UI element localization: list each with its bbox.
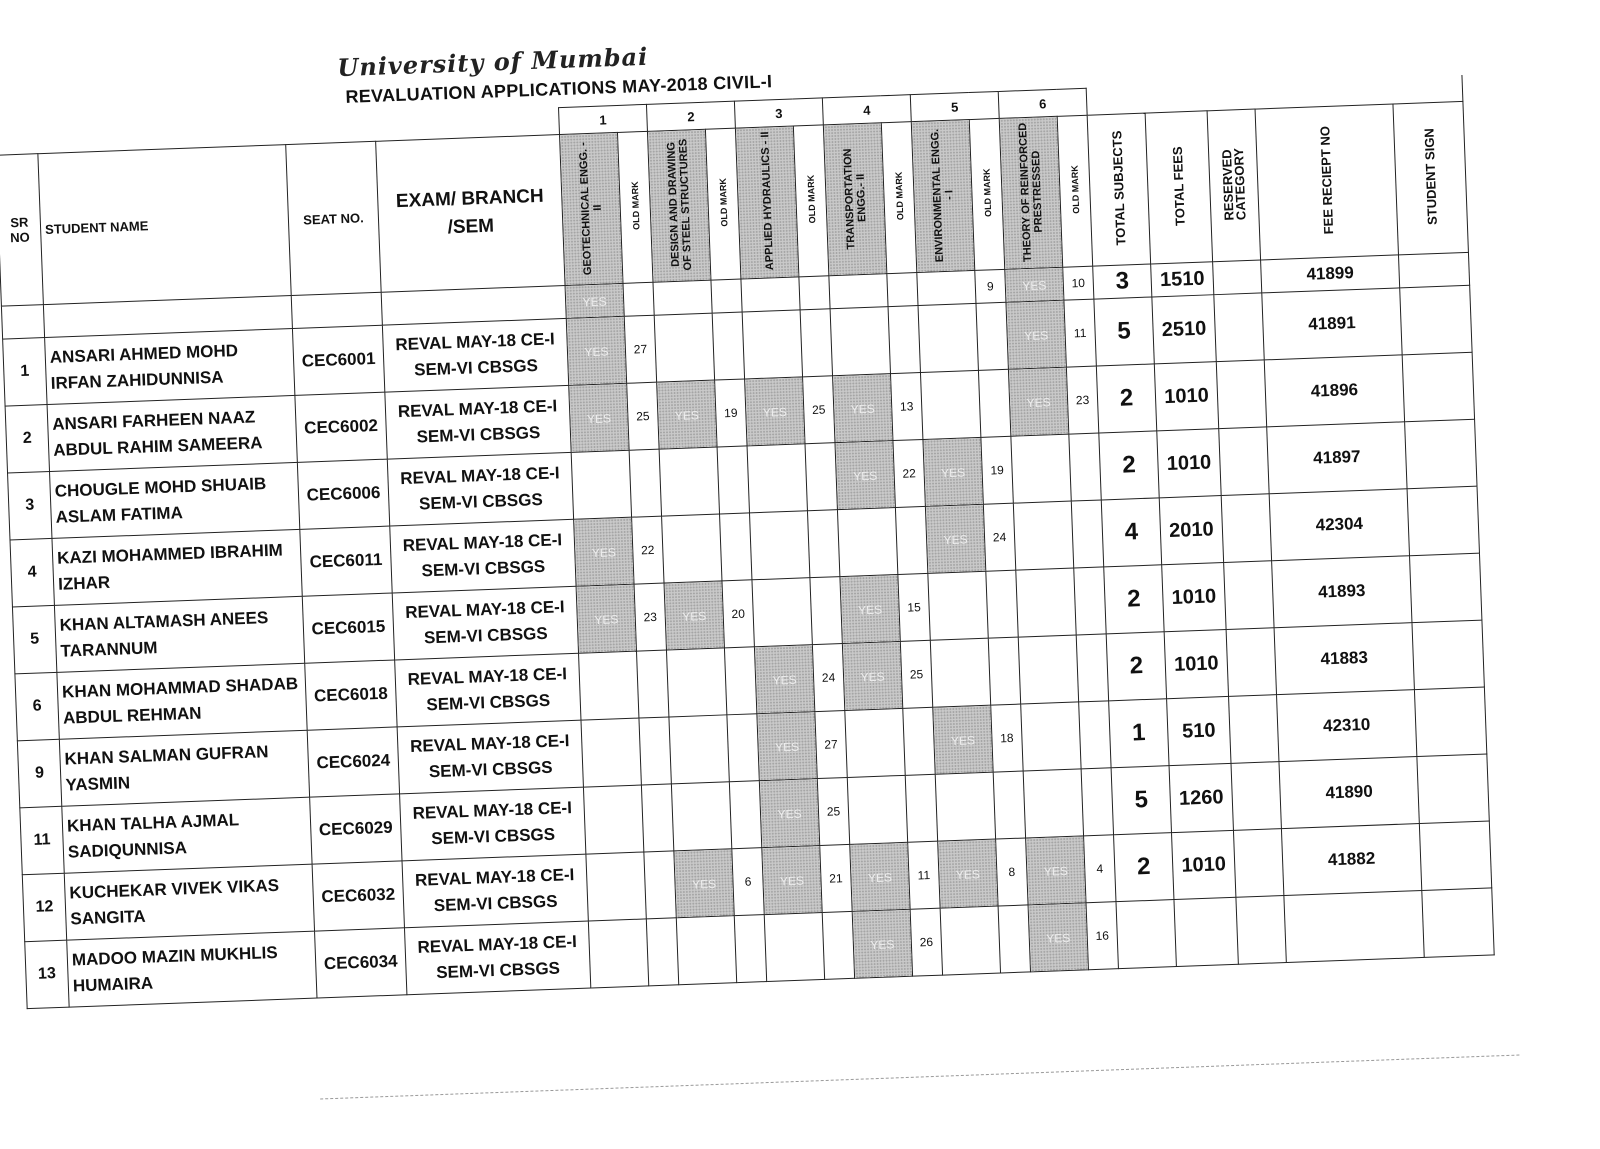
old-mark-cell: 11	[1064, 299, 1096, 367]
subject-applied-cell	[657, 380, 717, 449]
old-mark-cell: 9	[975, 269, 1006, 303]
fee-receipt-cell: 41891	[1262, 288, 1402, 360]
student-name-cell: CHOUGLE MOHD SHUAIB ASLAM FATIMA	[50, 462, 300, 538]
old-mark-cell: 6	[732, 848, 764, 916]
yes-mark: YES	[1022, 277, 1047, 293]
seat-no-cell: CEC6018	[305, 660, 397, 730]
reserved-category-cell	[1221, 494, 1271, 563]
reserved-category-cell	[1231, 762, 1281, 831]
subject-applied-cell	[565, 283, 624, 318]
subject-applied-cell	[1013, 501, 1073, 570]
seat-no-cell: CEC6029	[310, 794, 402, 864]
subject-applied-cell	[933, 705, 993, 774]
exam-cell: REVAL MAY-18 CE-I SEM-VI CBSGS	[385, 385, 571, 459]
student-name-header: STUDENT NAME	[38, 145, 291, 305]
total-fees-header: TOTAL FEES	[1145, 111, 1212, 264]
total-fees-cell	[1174, 897, 1238, 966]
seat-no-header: SEAT NO.	[286, 141, 381, 295]
old-mark-cell	[646, 918, 678, 986]
student-name-cell: KHAN MOHAMMAD SHADAB ABDUL REHMAN	[57, 663, 307, 739]
subject-applied-cell	[579, 651, 639, 720]
fee-receipt-cell	[1284, 890, 1424, 962]
old-mark-header: OLD MARK	[793, 125, 829, 277]
exam-cell: REVAL MAY-18 CE-I SEM-VI CBSGS	[404, 921, 590, 995]
total-fees-cell: 2010	[1159, 496, 1223, 565]
subject-applied-cell	[754, 645, 814, 714]
old-mark-cell: 25	[817, 777, 849, 845]
old-mark-cell	[986, 570, 1018, 638]
exam-cell: REVAL MAY-18 CE-I SEM-VI CBSGS	[390, 519, 576, 593]
subject-applied-cell	[920, 370, 980, 439]
sr-no-cell: 1	[3, 338, 47, 406]
subject-applied-cell	[569, 383, 629, 452]
fee-receipt-cell: 41882	[1281, 824, 1421, 896]
yes-mark: YES	[860, 669, 885, 684]
old-mark-cell: 25	[627, 382, 659, 450]
yes-mark: YES	[950, 732, 976, 748]
total-subjects-cell: 5	[1111, 766, 1171, 835]
subject-number: 6	[998, 88, 1087, 118]
seat-no-cell: CEC6011	[300, 526, 392, 596]
subject-applied-cell	[1011, 434, 1071, 503]
yes-mark: YES	[691, 876, 717, 892]
old-mark-cell: 16	[1086, 902, 1118, 970]
student-name-cell: KUCHEKAR VIVEK VIKAS SANGITA	[64, 864, 314, 940]
yes-mark: YES	[777, 806, 802, 822]
subject-number: 4	[822, 95, 911, 125]
old-mark-cell: 19	[981, 436, 1013, 504]
old-mark-cell: 13	[890, 373, 922, 441]
subject-applied-cell	[1021, 702, 1081, 771]
subject-header: GEOTECHNICAL ENGG. - II	[560, 132, 623, 285]
page-edge-line	[320, 1055, 1519, 1100]
subject-applied-cell	[759, 779, 819, 848]
student-name-cell: ANSARI AHMED MOHD IRFAN ZAHIDUNNISA	[45, 328, 295, 404]
total-subjects-cell: 2	[1104, 565, 1164, 634]
fee-receipt-cell: 41897	[1267, 422, 1407, 494]
old-mark-cell	[976, 302, 1008, 370]
student-name-cell: KHAN SALMAN GUFRAN YASMIN	[59, 730, 309, 806]
total-fees-cell: 1260	[1169, 763, 1233, 832]
old-mark-cell: 27	[624, 315, 656, 383]
old-mark-header: OLD MARK	[617, 131, 653, 283]
fee-receipt-cell: 42304	[1269, 489, 1409, 561]
student-sign-cell	[1419, 821, 1491, 891]
student-sign-cell	[1410, 553, 1482, 623]
yes-mark: YES	[674, 407, 700, 423]
subject-applied-cell	[742, 310, 802, 379]
subject-header: APPLIED HYDRAULICS - II	[735, 126, 798, 279]
sr-no-header: SR NO	[0, 154, 43, 306]
total-subjects-header: TOTAL SUBJECTS	[1087, 113, 1150, 266]
subject-applied-cell	[845, 708, 905, 777]
subject-applied-cell	[566, 316, 626, 385]
total-fees-cell: 1010	[1162, 563, 1226, 632]
subject-applied-cell	[588, 919, 648, 988]
subject-applied-cell	[654, 313, 714, 382]
sr-no-cell: 13	[25, 940, 69, 1008]
yes-mark: YES	[1046, 930, 1071, 946]
subject-applied-cell	[850, 842, 910, 911]
subject-applied-cell	[1018, 635, 1078, 704]
subject-applied-cell	[749, 511, 809, 580]
old-mark-cell	[1081, 768, 1113, 836]
old-mark-cell	[988, 637, 1020, 705]
subject-applied-cell	[1006, 300, 1066, 369]
exam-cell: REVAL MAY-18 CE-I SEM-VI CBSGS	[402, 854, 588, 928]
student-sign-header: STUDENT SIGN	[1393, 101, 1468, 254]
old-mark-cell	[720, 513, 752, 581]
old-mark-cell	[639, 717, 671, 785]
total-subjects-cell: 5	[1094, 297, 1154, 366]
old-mark-header: OLD MARK	[881, 122, 917, 274]
old-mark-cell	[998, 905, 1030, 973]
reserved-category-cell	[1229, 695, 1279, 764]
fee-receipt-cell: 41899	[1261, 255, 1400, 293]
subject-applied-cell	[571, 450, 631, 519]
subject-applied-cell	[576, 584, 636, 653]
old-mark-cell	[807, 510, 839, 578]
total-fees-cell: 1010	[1157, 429, 1221, 498]
subject-applied-cell	[745, 377, 805, 446]
old-mark-cell	[727, 714, 759, 782]
total-fees-cell: 2510	[1152, 295, 1216, 364]
reserved-category-cell	[1224, 561, 1274, 630]
sr-no-cell: 2	[5, 405, 49, 473]
old-mark-cell: 23	[1066, 366, 1098, 434]
old-mark-cell	[805, 443, 837, 511]
student-name-cell: KHAN ALTAMASH ANEES TARANNUM	[54, 596, 304, 672]
subject-applied-cell	[666, 648, 726, 717]
old-mark-cell	[888, 306, 920, 374]
old-mark-cell: 21	[820, 844, 852, 912]
old-mark-cell	[623, 282, 654, 316]
old-mark-cell: 24	[812, 644, 844, 712]
total-subjects-cell: 2	[1106, 632, 1166, 701]
subject-applied-cell	[653, 280, 712, 315]
subject-applied-cell	[676, 916, 736, 985]
old-mark-cell	[1076, 634, 1108, 702]
old-mark-cell	[734, 915, 766, 983]
exam-cell: REVAL MAY-18 CE-I SEM-VI CBSGS	[382, 318, 568, 392]
subject-number: 2	[646, 101, 735, 131]
subject-applied-cell	[741, 277, 800, 312]
old-mark-cell	[1071, 500, 1103, 568]
subject-applied-cell	[1005, 267, 1064, 302]
subject-applied-cell	[581, 718, 641, 787]
subject-applied-cell	[586, 852, 646, 921]
old-mark-cell	[712, 312, 744, 380]
fee-receipt-cell: 41883	[1274, 623, 1414, 695]
yes-mark: YES	[955, 866, 981, 882]
sr-no-cell: 9	[17, 739, 61, 807]
subject-applied-cell	[674, 849, 734, 918]
sr-no-cell: 11	[20, 806, 64, 874]
old-mark-cell: 24	[983, 503, 1015, 571]
yes-mark: YES	[857, 602, 883, 617]
old-mark-cell: 11	[908, 841, 940, 909]
old-mark-header: OLD MARK	[705, 128, 741, 280]
reserved-category-cell	[1233, 829, 1283, 898]
old-mark-cell	[1079, 701, 1111, 769]
yes-mark: YES	[591, 544, 617, 560]
old-mark-cell	[1069, 433, 1101, 501]
seat-no-cell: CEC6001	[292, 325, 384, 395]
total-subjects-cell: 2	[1096, 364, 1156, 433]
old-mark-cell: 19	[715, 379, 747, 447]
old-mark-cell: 27	[815, 711, 847, 779]
old-mark-cell	[993, 771, 1025, 839]
fee-receipt-header: FEE RECIEPT NO	[1255, 104, 1398, 260]
subject-applied-cell	[662, 514, 722, 583]
sr-no-cell: 12	[22, 873, 66, 941]
subject-applied-cell	[1016, 568, 1076, 637]
yes-mark: YES	[681, 608, 707, 624]
student-sign-cell	[1400, 285, 1472, 355]
subject-applied-cell	[830, 307, 890, 376]
total-subjects-cell: 2	[1114, 833, 1174, 902]
total-fees-cell: 510	[1167, 696, 1231, 765]
old-mark-cell: 15	[898, 573, 930, 641]
old-mark-cell	[905, 774, 937, 842]
exam-cell: REVAL MAY-18 CE-I SEM-VI CBSGS	[400, 787, 586, 861]
old-mark-cell: 8	[996, 838, 1028, 906]
yes-mark: YES	[943, 531, 968, 547]
subject-applied-cell	[917, 270, 976, 305]
subject-applied-cell	[659, 447, 719, 516]
subject-applied-cell	[925, 504, 985, 573]
subject-header: ENVIRONMENTAL ENGG. - I	[911, 120, 974, 273]
reserved-category-cell	[1219, 427, 1269, 496]
old-mark-cell: 25	[900, 640, 932, 708]
yes-mark: YES	[850, 401, 876, 417]
subject-number: 3	[734, 98, 823, 128]
yes-mark: YES	[870, 936, 895, 952]
subject-applied-cell	[923, 437, 983, 506]
old-mark-cell	[724, 647, 756, 715]
old-mark-cell	[887, 273, 918, 307]
reserved-category-header: RESERVED CATEGORY	[1207, 109, 1261, 262]
subject-applied-cell	[938, 839, 998, 908]
total-subjects-cell: 1	[1109, 699, 1169, 768]
subject-applied-cell	[747, 444, 807, 513]
old-mark-cell: 22	[893, 439, 925, 507]
total-fees-cell: 1010	[1164, 629, 1228, 698]
subject-applied-cell	[583, 785, 643, 854]
subject-number: 1	[559, 104, 648, 134]
old-mark-cell	[729, 781, 761, 849]
student-name-cell: KAZI MOHAMMED IBRAHIM IZHAR	[52, 529, 302, 605]
subject-applied-cell	[852, 909, 912, 978]
subject-number: 5	[910, 91, 999, 121]
student-name-cell: KHAN TALHA AJMAL SADIQUNNISA	[62, 797, 312, 873]
seat-no-cell: CEC6006	[297, 459, 389, 529]
old-mark-cell	[800, 309, 832, 377]
yes-mark: YES	[586, 410, 612, 426]
old-mark-cell: 20	[722, 580, 754, 648]
old-mark-cell: 23	[634, 583, 666, 651]
subject-applied-cell	[574, 517, 634, 586]
sr-no-cell: 5	[12, 605, 56, 673]
old-mark-cell	[717, 446, 749, 514]
total-subjects-cell: 3	[1093, 264, 1152, 299]
exam-cell: REVAL MAY-18 CE-I SEM-VI CBSGS	[395, 653, 581, 727]
subject-applied-cell	[940, 906, 1000, 975]
yes-mark: YES	[1043, 863, 1069, 879]
old-mark-cell: 25	[803, 376, 835, 444]
old-mark-cell: 10	[1063, 266, 1094, 300]
student-sign-cell	[1417, 754, 1489, 824]
exam-cell: REVAL MAY-18 CE-I SEM-VI CBSGS	[392, 586, 578, 660]
yes-mark: YES	[1026, 394, 1051, 410]
old-mark-cell	[711, 279, 742, 313]
seat-no-cell: CEC6015	[302, 593, 394, 663]
subject-applied-cell	[762, 846, 822, 915]
old-mark-cell	[799, 276, 830, 310]
total-subjects-cell: 2	[1099, 431, 1159, 500]
yes-mark: YES	[867, 869, 893, 885]
seat-no-cell	[291, 292, 382, 328]
old-mark-cell: 22	[632, 516, 664, 584]
subject-applied-cell	[764, 912, 824, 981]
yes-mark: YES	[582, 293, 607, 309]
yes-mark: YES	[1023, 327, 1049, 343]
subject-applied-cell	[918, 303, 978, 372]
seat-no-cell: CEC6002	[295, 392, 387, 462]
yes-mark: YES	[774, 739, 800, 755]
exam-cell: REVAL MAY-18 CE-I SEM-VI CBSGS	[387, 452, 573, 526]
reserved-category-cell	[1216, 360, 1266, 429]
sr-no-cell	[1, 305, 44, 340]
yes-mark: YES	[772, 672, 797, 688]
subject-applied-cell	[1023, 769, 1083, 838]
old-mark-cell	[1074, 567, 1106, 635]
reserved-category-cell	[1226, 628, 1276, 697]
old-mark-cell: 26	[910, 908, 942, 976]
reserved-category-cell	[1213, 260, 1262, 295]
sr-no-cell: 6	[15, 672, 59, 740]
student-sign-cell	[1412, 620, 1484, 690]
seat-no-cell: CEC6032	[312, 861, 404, 931]
sr-no-cell: 3	[8, 471, 52, 539]
subject-applied-cell	[835, 441, 895, 510]
subject-applied-cell	[671, 782, 731, 851]
subject-header: TRANSPORTATION ENGG.- II	[823, 123, 886, 276]
fee-receipt-cell: 41896	[1264, 355, 1404, 427]
subject-applied-cell	[752, 578, 812, 647]
old-mark-cell	[636, 650, 668, 718]
total-fees-cell: 1510	[1151, 262, 1214, 297]
subject-applied-cell	[935, 772, 995, 841]
yes-mark: YES	[594, 611, 619, 627]
subject-applied-cell	[664, 581, 724, 650]
old-mark-header: OLD MARK	[969, 118, 1005, 270]
subject-applied-cell	[1028, 903, 1088, 972]
subject-applied-cell	[928, 571, 988, 640]
total-subjects-cell	[1116, 900, 1176, 969]
old-mark-cell	[903, 707, 935, 775]
old-mark-cell: 18	[991, 704, 1023, 772]
subject-applied-cell	[930, 638, 990, 707]
reserved-category-cell	[1214, 293, 1264, 362]
subject-applied-cell	[829, 274, 888, 309]
total-subjects-cell: 4	[1101, 498, 1161, 567]
student-sign-cell	[1402, 352, 1474, 422]
fee-receipt-cell: 41890	[1279, 757, 1419, 829]
subject-applied-cell	[833, 374, 893, 443]
old-mark-header: OLD MARK	[1057, 115, 1093, 267]
seat-no-cell: CEC6024	[307, 727, 399, 797]
old-mark-cell	[822, 911, 854, 979]
document-title: REVALUATION APPLICATIONS MAY-2018 CIVIL-I	[345, 71, 773, 107]
subject-applied-cell	[1026, 836, 1086, 905]
student-sign-cell	[1407, 486, 1479, 556]
yes-mark: YES	[762, 404, 788, 420]
subject-applied-cell	[840, 574, 900, 643]
old-mark-cell	[644, 851, 676, 919]
subject-applied-cell	[669, 715, 729, 784]
fee-receipt-cell: 42310	[1277, 690, 1417, 762]
old-mark-cell	[895, 506, 927, 574]
old-mark-cell	[810, 577, 842, 645]
exam-cell: REVAL MAY-18 CE-I SEM-VI CBSGS	[397, 720, 583, 794]
subject-applied-cell	[842, 641, 902, 710]
seat-no-cell: CEC6034	[315, 928, 407, 998]
subject-applied-cell	[1008, 367, 1068, 436]
old-mark-cell: 4	[1084, 835, 1116, 903]
subject-header: DESIGN AND DRAWING OF STEEL STRUCTURES	[647, 129, 710, 282]
student-sign-cell	[1422, 888, 1494, 958]
student-sign-cell	[1398, 252, 1469, 288]
yes-mark: YES	[584, 343, 609, 359]
yes-mark: YES	[940, 464, 966, 480]
old-mark-cell	[641, 784, 673, 852]
student-sign-cell	[1405, 419, 1477, 489]
reserved-category-cell	[1236, 896, 1286, 965]
fee-receipt-cell: 41893	[1272, 556, 1412, 628]
subject-applied-cell	[847, 775, 907, 844]
student-name-cell: MADOO MAZIN MUKHLIS HUMAIRA	[67, 931, 317, 1007]
old-mark-cell	[629, 449, 661, 517]
student-sign-cell	[1414, 687, 1486, 757]
total-fees-cell: 1010	[1154, 362, 1218, 431]
revaluation-table	[0, 74, 1495, 1009]
subject-applied-cell	[837, 508, 897, 577]
exam-branch-sem-header: EXAM/ BRANCH /SEM	[376, 135, 565, 293]
yes-mark: YES	[779, 873, 805, 888]
old-mark-cell	[978, 369, 1010, 437]
subject-header: THEORY OF REINFORCED PRESTRESSED	[999, 116, 1062, 269]
subject-applied-cell	[757, 712, 817, 781]
yes-mark: YES	[852, 468, 878, 484]
university-name: University of Mumbai	[336, 41, 649, 83]
sr-no-cell: 4	[10, 538, 54, 606]
student-name-cell: ANSARI FARHEEN NAAZ ABDUL RAHIM SAMEERA	[47, 395, 297, 471]
total-fees-cell: 1010	[1171, 830, 1235, 899]
